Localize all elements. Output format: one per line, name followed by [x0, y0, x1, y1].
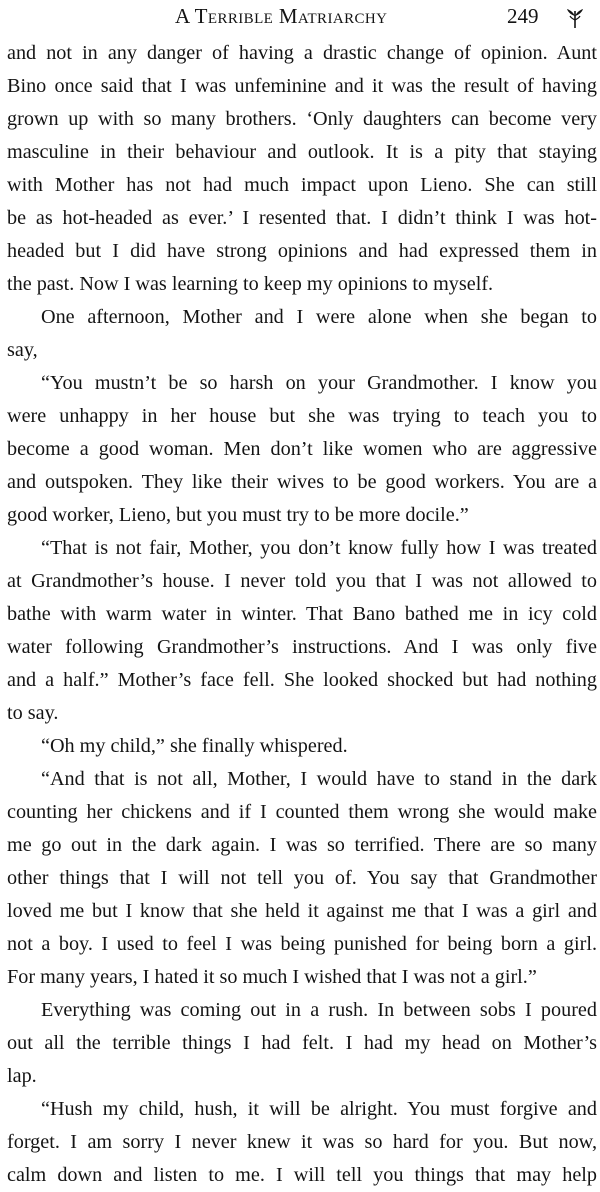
- text-line: with Mother has not had much impact upon Lieno. She can still: [7, 174, 597, 196]
- text-line: forget. I am sorry I never knew it was so hard for you. But now,: [7, 1131, 597, 1153]
- text-line: say,: [7, 339, 38, 361]
- text-line: “You mustn’t be so harsh on your Grandmother. I know you: [41, 372, 597, 394]
- text-line: “Hush my child, hush, it will be alright. You must forgive and: [41, 1098, 597, 1120]
- text-line: not a boy. I used to feel I was being punished for being born a girl.: [7, 933, 597, 955]
- text-line: “And that is not all, Mother, I would have to stand in the dark: [41, 768, 597, 790]
- text-line: become a good woman. Men don’t like women who are aggressive: [7, 438, 597, 460]
- text-line: calm down and listen to me. I will tell you things that may help: [7, 1164, 597, 1186]
- text-line: be as hot-headed as ever.’ I resented that. I didn’t think I was hot-: [7, 207, 597, 229]
- fleuron-icon: [565, 7, 585, 29]
- text-line: lap.: [7, 1065, 37, 1087]
- page-number: 249: [507, 4, 539, 28]
- text-line: “That is not fair, Mother, you don’t know fully how I was treated: [41, 537, 597, 559]
- text-line: counting her chickens and if I counted them wrong she would make: [7, 801, 597, 823]
- body-text: [7, 37, 597, 1192]
- text-line: were unhappy in her house but she was trying to teach you to: [7, 405, 597, 427]
- text-line: and not in any danger of having a drastic change of opinion. Aunt: [7, 42, 597, 64]
- running-head: [0, 4, 600, 34]
- text-line: For many years, I hated it so much I wished that I was not a girl.”: [7, 966, 537, 988]
- text-line: headed but I did have strong opinions and had expressed them in: [7, 240, 597, 262]
- text-line: good worker, Lieno, but you must try to be more docile.”: [7, 504, 469, 526]
- text-line: the past. Now I was learning to keep my opinions to myself.: [7, 273, 494, 295]
- text-line: loved me but I know that she held it against me that I was a girl and: [7, 900, 597, 922]
- running-title: A Terrible Matriarchy: [175, 4, 388, 28]
- text-line: water following Grandmother’s instructions. And I was only five: [7, 636, 597, 658]
- text-line: and outspoken. They like their wives to be good workers. You are a: [7, 471, 597, 493]
- text-line: me go out in the dark again. I was so terrified. There are so many: [7, 834, 597, 856]
- text-line: Everything was coming out in a rush. In between sobs I poured: [41, 999, 597, 1021]
- text-line: and a half.” Mother’s face fell. She looked shocked but had nothing: [7, 669, 597, 691]
- text-line: One afternoon, Mother and I were alone when she began to: [41, 306, 597, 328]
- text-line: out all the terrible things I had felt. I had my head on Mother’s: [7, 1032, 597, 1054]
- text-line: “Oh my child,” she finally whispered.: [41, 735, 348, 757]
- text-line: other things that I will not tell you of. You say that Grandmother: [7, 867, 597, 889]
- text-line: to say.: [7, 702, 59, 724]
- text-line: at Grandmother’s house. I never told you that I was not allowed to: [7, 570, 597, 592]
- text-line: grown up with so many brothers. ‘Only daughters can become very: [7, 108, 597, 130]
- text-line: masculine in their behaviour and outlook. It is a pity that staying: [7, 141, 597, 163]
- text-line: bathe with warm water in winter. That Bano bathed me in icy cold: [7, 603, 597, 625]
- text-line: Bino once said that I was unfeminine and it was the result of having: [7, 75, 597, 97]
